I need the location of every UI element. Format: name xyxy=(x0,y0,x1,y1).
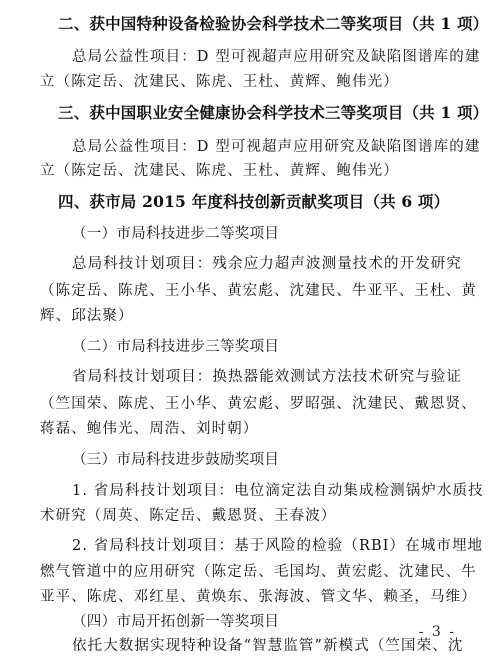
project-authors: 立（陈定岳、沈建民、陈虎、王杜、黄辉、鲍伟光） xyxy=(40,163,399,179)
project-line: 总局公益性项目：D 型可视超声应用研究及缺陷图谱库的建 xyxy=(72,49,481,65)
section-heading-4: 四、获市局 2015 年度科技创新贡献奖项目（共 6 项） xyxy=(58,192,450,211)
section-heading-3: 三、获中国职业安全健康协会科学技术三等奖项目（共 1 项） xyxy=(58,103,489,122)
subheading-4: （四）市局开拓创新一等奖项目 xyxy=(72,614,280,630)
project-authors: （竺国荣、陈虎、王小华、黄宏彪、罗昭强、沈建民、戴恩贤、 xyxy=(40,396,477,412)
page-number: - 3 - xyxy=(418,624,456,640)
project-authors: 术研究（周英、陈定岳、戴恩贤、王春波） xyxy=(40,508,337,524)
project-authors: （陈定岳、陈虎、王小华、黄宏彪、沈建民、牛亚平、王杜、黄 xyxy=(40,283,477,299)
project-line: 1. 省局科技计划项目：电位滴定法自动集成检测锅炉水质技 xyxy=(72,483,484,499)
subheading-2: （二）市局科技进步三等奖项目 xyxy=(72,339,280,355)
project-authors: 辉、邱法聚） xyxy=(40,308,134,324)
project-line: 总局科技计划项目：残余应力超声波测量技术的开发研究 xyxy=(72,256,462,272)
project-line: 省局科技计划项目：换热器能效测试方法技术研究与验证 xyxy=(72,369,462,385)
project-line: 2. 省局科技计划项目：基于风险的检验（RBI）在城市埋地 xyxy=(72,538,484,554)
project-authors: 立（陈定岳、沈建民、陈虎、王杜、黄辉、鲍伟光） xyxy=(40,74,399,90)
subheading-3: （三）市局科技进步鼓励奖项目 xyxy=(72,452,280,468)
section-heading-2: 二、获中国特种设备检验协会科学技术二等奖项目（共 1 项） xyxy=(58,14,489,33)
project-line: 燃气管道中的应用研究（陈定岳、毛国均、黄宏彪、沈建民、牛 xyxy=(40,564,477,580)
subheading-1: （一）市局科技进步二等奖项目 xyxy=(72,226,280,242)
project-line: 依托大数据实现特种设备“智慧监管”新模式（竺国荣、沈 xyxy=(72,638,464,654)
project-authors: 蒋磊、鲍伟光、周浩、刘时朝） xyxy=(40,421,259,437)
project-line: 总局公益性项目：D 型可视超声应用研究及缺陷图谱库的建 xyxy=(72,139,481,155)
project-authors: 亚平、陈虎、邓红星、黄焕东、张海波、管文华、赖圣，马维） xyxy=(40,589,477,605)
